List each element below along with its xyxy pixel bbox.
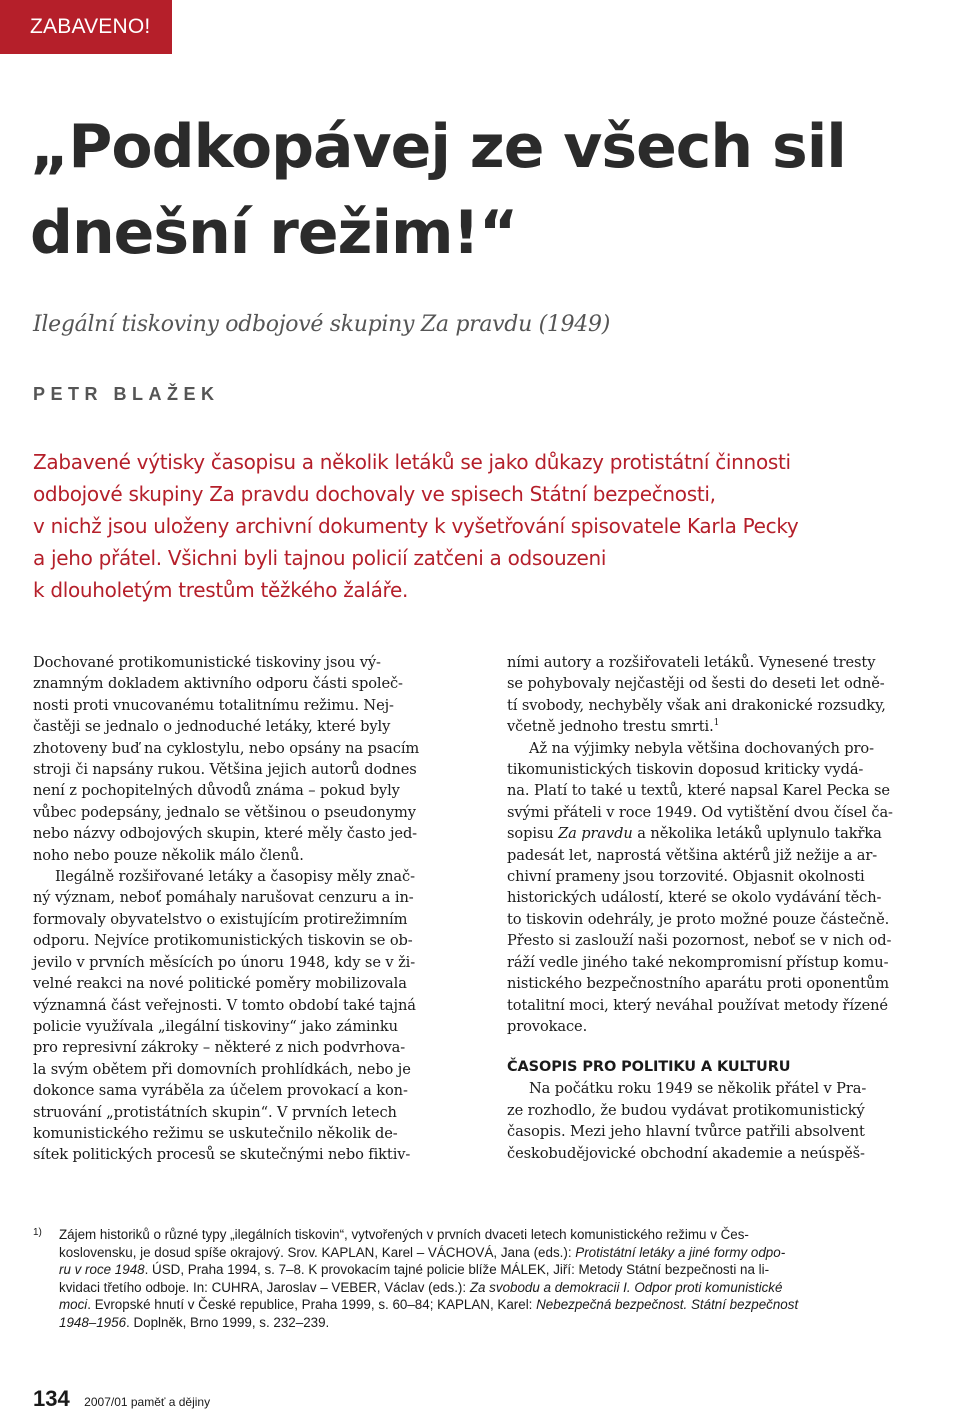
body-line: struování „protistátních skupin“. V prvních letech — [33, 1103, 397, 1121]
body-line: historických událostí, které se okolo vydávání těch- — [507, 889, 882, 907]
body-line: policie využívala „ilegální tiskoviny“ jako záminku — [33, 1017, 398, 1035]
article-author: PETR BLAŽEK — [33, 384, 220, 404]
journal-issue: 2007/01 paměť a dějiny — [84, 1395, 211, 1409]
footnote-cited-title: ru v roce 1948 — [59, 1262, 145, 1278]
body-line: ráží vedle jiného také nekompromisní přístup komu- — [507, 953, 889, 971]
body-text: včetně jednoho trestu smrti. — [507, 718, 714, 736]
body-line: nosti proti vnucovanému totalitnímu režimu. Nej- — [33, 696, 394, 714]
body-line: padesát let, naprostá většina aktérů již nežije a ar- — [507, 846, 878, 864]
body-line: formovaly obyvatelstvo o existujícím protirežimním — [33, 910, 408, 928]
lead-line: odbojové skupiny Za pravdu dochovaly ve spisech Státní bezpečnosti, — [33, 482, 716, 506]
title-line: „Podkopávej ze všech sil — [30, 112, 846, 182]
footnote-line — [59, 1261, 798, 1279]
body-line: tí svobody, nechyběly však ani drakonické rozsudky, — [507, 696, 886, 714]
footnote-line — [59, 1296, 798, 1314]
body-line: časopis. Mezi jeho hlavní tvůrce patřili absolvent — [507, 1123, 865, 1141]
lead-line: Zabavené výtisky časopisu a několik letáků se jako důkazy protistátní činnosti — [33, 450, 791, 474]
footnote-cited-title: Nebezpečná bezpečnost. Státní bezpečnost — [536, 1297, 799, 1313]
footnote-text: . Evropské hnutí v České republice, Praha 1999, s. 60–84; KAPLAN, Karel: — [87, 1297, 537, 1313]
body-line: komunistického režimu se uskutečnilo několik de- — [33, 1124, 398, 1142]
body-line: českobudějovické obchodní akademie a neúspěš- — [507, 1144, 865, 1162]
footnote-cited-title: moci — [59, 1297, 88, 1313]
body-column-right — [507, 652, 959, 1164]
title-line: dnešní režim!“ — [30, 198, 518, 268]
body-text: a několika letáků uplynulo takřka — [632, 825, 882, 843]
body-line: ný význam, neboť pomáhaly narušovat cenzuru a in- — [33, 889, 414, 907]
body-line: tikomunistických tiskovin doposud kriticky vydá- — [507, 761, 864, 779]
body-line: Až na výjimky nebyla většina dochovaných pro- — [529, 739, 874, 757]
body-line: na. Platí to také u textů, které napsal Karel Pecka se — [507, 782, 890, 800]
body-line: la svým obětem při domovních prohlídkách, nebo je — [33, 1060, 411, 1078]
body-line — [507, 716, 959, 737]
footnote-text: . ÚSD, Praha 1994, s. 7–8. K provokacím tajné policie blíže MÁLEK, Jiří: Metody Státní bezpečnosti na li- — [144, 1262, 770, 1278]
body-line: stroji či napsány rukou. Většina jejich autorů dodnes — [33, 761, 417, 779]
body-line: to tiskovin odehrály, je proto možné pouze částečně. — [507, 910, 890, 928]
body-line: není z pochopitelných důvodů známa – pokud byly — [33, 782, 400, 800]
body-line: Dochované protikomunistické tiskoviny jsou vý- — [33, 654, 381, 671]
footnote-line — [59, 1314, 798, 1332]
body-line: nistického bezpečnostního aparátu proti oponentům — [507, 975, 889, 993]
lead-line: k dlouholetým trestům těžkého žaláře. — [33, 578, 409, 602]
body-line: svými přáteli v roce 1949. Od vytištění dvou čísel ča- — [507, 803, 893, 821]
article-subtitle: Ilegální tiskoviny odbojové skupiny Za pravdu (1949) — [33, 312, 610, 337]
footnote-line — [59, 1244, 798, 1262]
footnote-cited-title: Protistátní letáky a jiné formy odpo- — [575, 1244, 786, 1260]
footnote-body — [59, 1226, 798, 1332]
article-title — [30, 104, 930, 276]
article-lead — [33, 446, 938, 606]
section-heading: ČASOPIS PRO POLITIKU A KULTURU — [507, 1059, 791, 1076]
body-line: ními autory a rozšiřovateli letáků. Vynesené tresty — [507, 654, 876, 671]
body-line — [507, 823, 959, 844]
footnote-line: Zájem historiků o různé typy „ilegálních tiskovin“, vytvořených v prvních dvaceti letech komunistického režimu v Čes- — [59, 1227, 749, 1242]
body-line: provokace. — [507, 1017, 588, 1035]
body-line: chivní prameny jsou torzovité. Objasnit okolnosti — [507, 868, 865, 886]
footnote-cited-title: 1948–1956 — [59, 1314, 127, 1330]
body-line: velné reakci na nové politické poměry mobilizovala — [33, 975, 407, 993]
body-line: jevilo v prvních měsících po únoru 1948, kdy se v ži- — [33, 953, 416, 971]
body-line: nebo názvy odbojových skupin, které měly často jed- — [33, 825, 418, 843]
footnote-text: koslovensku, je dosud spíše okrajový. Srov. KAPLAN, Karel – VÁCHOVÁ, Jana (eds.): — [59, 1244, 576, 1260]
lead-line: a jeho přátel. Všichni byli tajnou policií zatčeni a odsouzeni — [33, 546, 607, 570]
section-tag: ZABAVENO! — [0, 0, 172, 54]
body-line: noho nebo pouze několik málo členů. — [33, 846, 304, 864]
footnote-line — [59, 1279, 798, 1297]
page-number: 134 — [33, 1386, 70, 1411]
body-line: významná část veřejnosti. V tomto období také tajná — [33, 996, 416, 1014]
body-line: totalitní moci, který neváhal používat metody řízené — [507, 996, 888, 1014]
body-line: znamným dokladem aktivního odporu části společ- — [33, 675, 403, 693]
body-line: sítek politických procesů se skutečnými nebo fiktiv- — [33, 1146, 411, 1164]
body-line: pro represivní zákroky – některé z nich podvrhova- — [33, 1039, 406, 1057]
footnote-reference[interactable]: 1 — [713, 718, 720, 729]
footnote-text: . Doplněk, Brno 1999, s. 232–239. — [126, 1314, 330, 1330]
footnote-cited-title: Za svobodu a demokracii I. Odpor proti komunistické — [469, 1279, 783, 1295]
footnote-text: kvidaci třetího odboje. In: CUHRA, Jaroslav – VEBER, Václav (eds.): — [59, 1279, 470, 1295]
page-folio — [33, 1386, 210, 1412]
body-line: vůbec podepsány, jednalo se většinou o pseudonymy — [33, 803, 416, 821]
periodical-title: Za pravdu — [558, 825, 633, 843]
body-line: zhotoveny buď na cyklostylu, nebo opsány na psacím — [33, 739, 420, 757]
body-line: častěji se jednalo o jednoduché letáky, které byly — [33, 718, 391, 736]
footnote-mark: 1) — [33, 1227, 42, 1238]
body-text: sopisu — [507, 825, 559, 843]
body-line: Ilegálně rozšiřované letáky a časopisy měly znač- — [55, 868, 415, 886]
body-line: se pohybovaly nejčastěji od šesti do deseti let odně- — [507, 675, 885, 693]
body-line: Na počátku roku 1949 se několik přátel v Pra- — [529, 1080, 867, 1098]
body-column-left — [33, 652, 485, 1166]
body-line: dokonce sama vyráběla za účelem provokací a kon- — [33, 1082, 408, 1100]
lead-line: v nichž jsou uloženy archivní dokumenty k vyšetřování spisovatele Karla Pecky — [33, 514, 799, 538]
body-line: odporu. Nejvíce protikomunistických tiskovin se ob- — [33, 932, 413, 950]
body-line: Přesto si zaslouží naši pozornost, neboť se v nich od- — [507, 932, 892, 950]
body-line: ze rozhodlo, že budou vydávat protikomunistický — [507, 1101, 865, 1119]
